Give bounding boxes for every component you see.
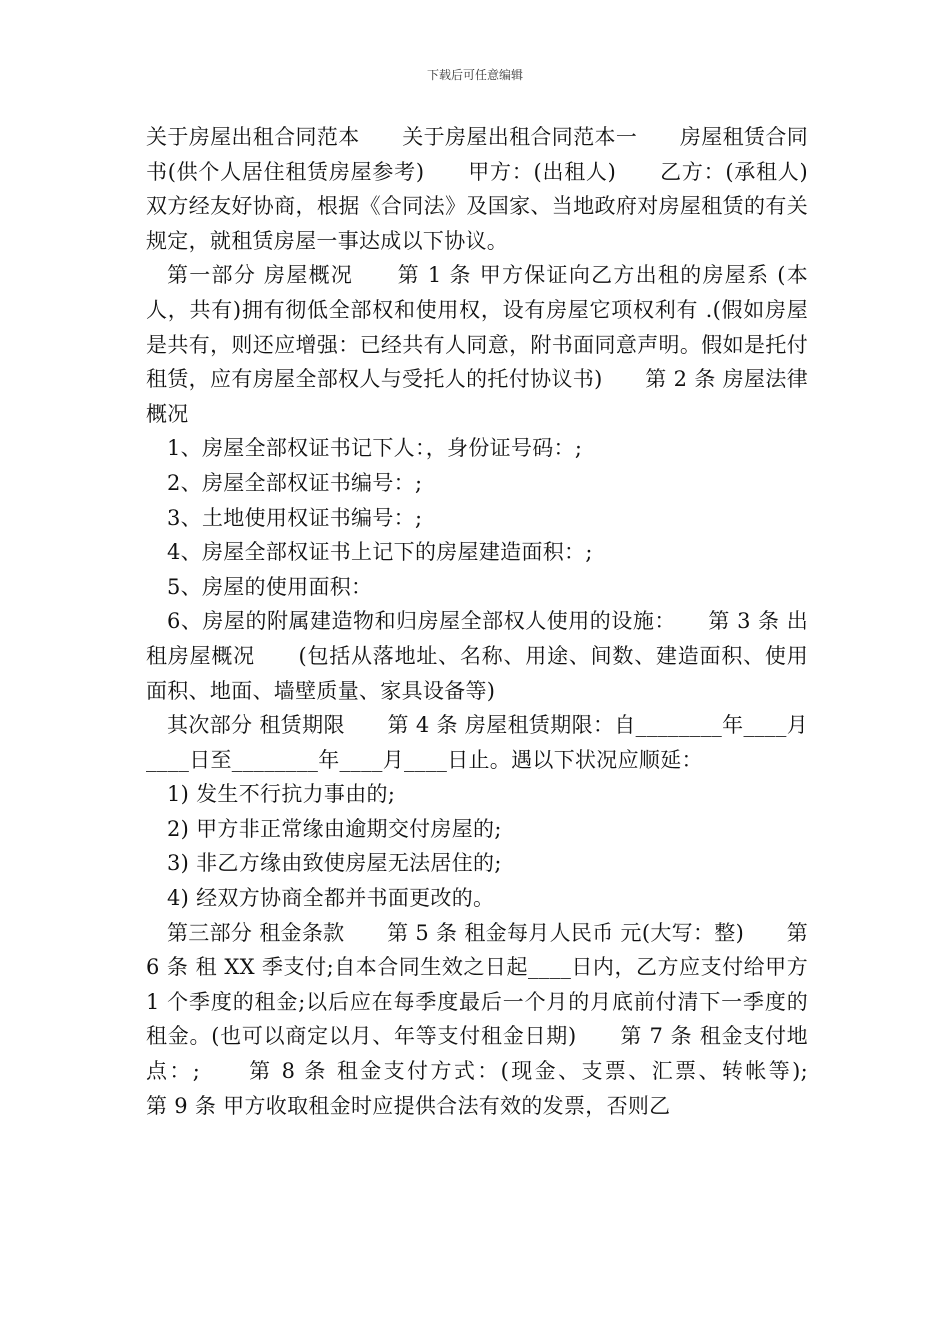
paragraph-part-two: 其次部分 租赁期限 第 4 条 房屋租赁期限：自________年____月____日至________年____月____日止。遇以下状况应顺延： — [146, 713, 808, 772]
list-item: 1、房屋全部权证书记下人：，身份证号码：; — [167, 436, 583, 461]
list-item: 2) 甲方非正常缘由逾期交付房屋的; — [167, 816, 502, 841]
paragraph-part-one: 第一部分 房屋概况 第 1 条 甲方保证向乙方出租的房屋系 (本人，共有)拥有彻低全部权和使用权，设有房屋它项权利有 .(假如房屋是共有，则还应增强：已经共有人同意，附书面同意声明。假如是托付租赁，应有房屋全部权人与受托人的托付协议书) 第 2 条 房屋法律概况 — [146, 263, 808, 426]
paragraph-part-three: 第三部分 租金条款 第 5 条 租金每月人民币 元(大写：整) 第 6 条 租 XX 季支付;自本合同生效之日起____日内，乙方应支付给甲方 1 个季度的租金;以后应在每季度最后一个月的月底前付清下一季度的租金。(也可以商定以月、年等支付租金日期) 第 7 条 租金支付地点：; 第 8 条 租金支付方式：(现金、支票、汇票、转帐等); 第 9 条 甲方收取租金时应提供合法有效的发票，否则乙 — [146, 920, 851, 1118]
list-item: 1) 发生不行抗力事由的; — [167, 782, 396, 807]
list-item: 2、房屋全部权证书编号：; — [167, 470, 423, 495]
list-item: 3) 非乙方缘由致使房屋无法居住的; — [167, 851, 502, 876]
document-body — [146, 120, 851, 1123]
list-item: 4) 经双方协商全都并书面更改的。 — [167, 886, 495, 911]
list-item: 5、房屋的使用面积： — [167, 574, 373, 599]
list-item: 3、土地使用权证书编号：; — [167, 505, 423, 530]
list-item: 4、房屋全部权证书上记下的房屋建造面积：; — [167, 540, 593, 565]
page-header: 下载后可任意编辑 — [426, 68, 523, 82]
list-item: 6、房屋的附属建造物和归房屋全部权人使用的设施： 第 3 条 出租房屋概况 (包括从落地址、名称、用途、间数、建造面积、使用面积、地面、墙壁质量、家具设备等) — [146, 609, 808, 703]
paragraph-intro: 关于房屋出租合同范本 关于房屋出租合同范本一 房屋租赁合同书(供个人居住租赁房屋参考) 甲方：(出租人) 乙方：(承租人) 双方经友好协商，根据《合同法》及国家、当地政府对房屋租赁的有关规定，就租赁房屋一事达成以下协议。 — [146, 125, 851, 253]
